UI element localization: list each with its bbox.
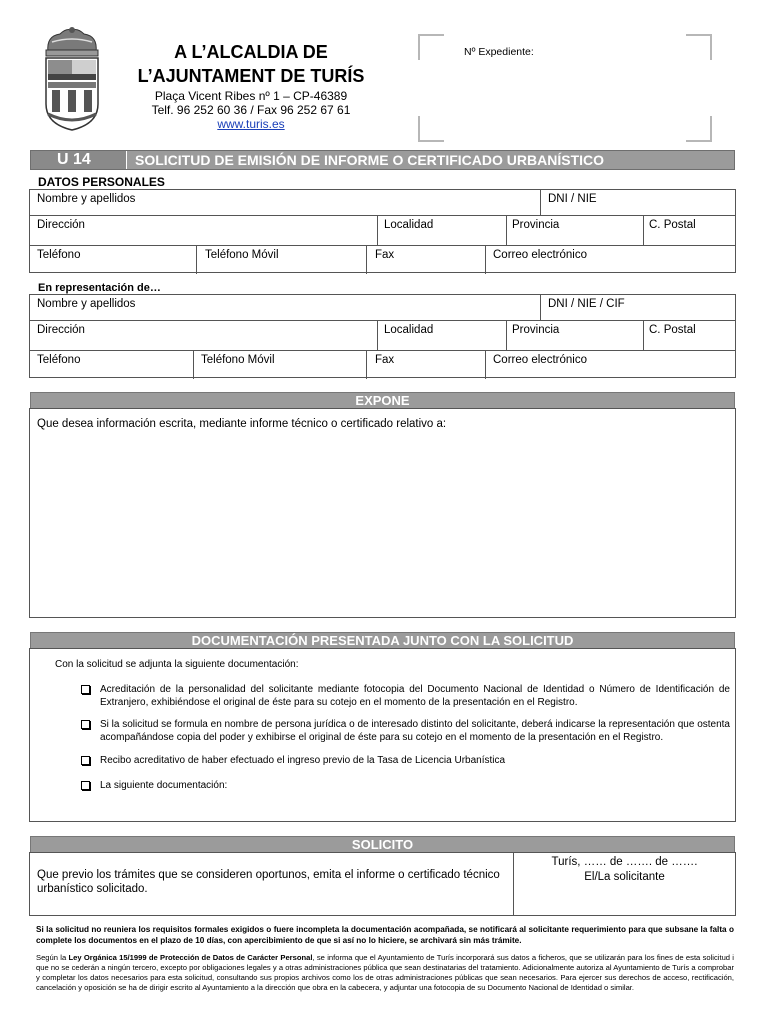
rep-nombre-field[interactable]: Nombre y apellidos (37, 298, 136, 310)
doc-item-text: Acreditación de la personalidad del solicitante mediante fotocopia del Documento Nacional de Identidad o Número de Identificación de Extranjero, exhibiéndose el original de éste para su cotejo en el momento de la presentación en el Registro. (100, 684, 730, 708)
provincia-field[interactable]: Provincia (512, 219, 560, 231)
representacion-table (29, 294, 736, 378)
expone-text: Que desea información escrita, mediante informe técnico o certificado relativo a: (37, 418, 447, 430)
cpostal-field[interactable]: C. Postal (649, 219, 696, 231)
rep-cpostal-field[interactable]: C. Postal (649, 324, 696, 336)
header-website-wrap (120, 117, 382, 132)
solicito-box (29, 852, 736, 916)
doc-item-recibo (70, 754, 730, 767)
dni-field[interactable]: DNI / NIE (548, 193, 597, 205)
expediente-box[interactable] (418, 34, 712, 142)
website-link[interactable]: www.turis.es (217, 117, 285, 131)
footer-warning: Si la solicitud no reuniera los requisitos formales exigidos o fuere incompleta la documentación acompañada, se notificará al solicitante requerimiento para que subsane la falta o complete los documentos en el plazo de 10 días, con apercibimiento de que si así no lo hiciere, se archivará sin más trámite. (36, 925, 734, 945)
header-address: Plaça Vicent Ribes nº 1 – CP-46389 (154, 89, 348, 103)
localidad-field[interactable]: Localidad (384, 219, 434, 231)
doc-item-text: Si la solicitud se formula en nombre de persona jurídica o de interesado distinto del solicitante, deberá indicarse la representación que ostenta acompañándose copia del poder y exhibirse el original de éste para su cotejo en el momento de la presentación en el Registro. (100, 719, 730, 743)
rep-provincia-field[interactable]: Provincia (512, 324, 560, 336)
checkbox[interactable] (81, 685, 90, 694)
solicito-text: Que previo los trámites que se consideren oportunos, emita el informe o certificado técnico urbanístico solicitado. (37, 869, 500, 895)
header-phone: Telf. 96 252 60 36 / Fax 96 252 67 61 (151, 103, 351, 117)
solicito-place-date[interactable]: Turís, …… de ……. de ……. (551, 856, 698, 868)
doc-item-otra (70, 779, 730, 792)
rep-movil-field[interactable]: Teléfono Móvil (201, 354, 275, 366)
datos-personales-table (29, 189, 736, 273)
direccion-field[interactable]: Dirección (37, 219, 85, 231)
rep-correo-field[interactable]: Correo electrónico (493, 354, 587, 366)
footer-privacy: Según la Ley Orgánica 15/1999 de Protección de Datos de Carácter Personal, se informa que el Ayuntamiento de Turís incorporará sus datos a ficheros, que se utilizarán para los fines de esta solicitud i que no se cederán a ningún tercero, excepto por obligaciones legales y a otras administraciones pública que sean destinatarias del tratamiento. Adicionalmente autoriza al Ayuntamiento de Turís a comprobar y completar los datos necesarios para esta solicitud, consultando sus propios archivos como los de otras administraciones públicas que sean necesarios. Para ejercer sus derechos de acceso, rectificación, cancelación y oposición se ha de dirigir escrito al Ayuntamiento a la dirección que obra en la cabecera, y adjuntar una fotocopia de su Documento Nacional de Identidad o similar. (36, 953, 734, 992)
datos-personales-heading: DATOS PERSONALES (38, 175, 165, 189)
solicito-signer[interactable]: El/La solicitante (584, 871, 665, 883)
movil-field[interactable]: Teléfono Móvil (205, 249, 279, 261)
expone-textarea[interactable] (29, 408, 736, 618)
doc-item-text: La siguiente documentación: (100, 780, 228, 791)
expediente-label: Nº Expediente: (464, 46, 534, 58)
municipal-crest-icon (38, 26, 106, 132)
correo-field[interactable]: Correo electrónico (493, 249, 587, 261)
form-code: U 14 (31, 151, 127, 169)
documentacion-heading: DOCUMENTACIÓN PRESENTADA JUNTO CON LA SOLICITUD (30, 632, 735, 649)
solicito-heading: SOLICITO (30, 836, 735, 853)
representacion-heading: En representación de… (38, 282, 161, 294)
rep-localidad-field[interactable]: Localidad (384, 324, 434, 336)
rep-direccion-field[interactable]: Dirección (37, 324, 85, 336)
doc-item-representacion (70, 718, 730, 744)
checkbox[interactable] (81, 756, 90, 765)
nombre-field[interactable]: Nombre y apellidos (37, 193, 136, 205)
documentacion-intro: Con la solicitud se adjunta la siguiente documentación: (55, 659, 299, 670)
rep-fax-field[interactable]: Fax (375, 354, 395, 366)
rep-dni-field[interactable]: DNI / NIE / CIF (548, 298, 625, 310)
header-title-line2: L’AJUNTAMENT DE TURÍS (137, 66, 365, 86)
doc-item-text: Recibo acreditativo de haber efectuado el ingreso previo de la Tasa de Licencia Urbanística (100, 755, 506, 766)
checkbox[interactable] (81, 720, 90, 729)
form-title: SOLICITUD DE EMISIÓN DE INFORME O CERTIFICADO URBANÍSTICO (135, 152, 605, 168)
fax-field[interactable]: Fax (375, 249, 395, 261)
telefono-field[interactable]: Teléfono (37, 249, 81, 261)
expone-heading: EXPONE (30, 392, 735, 409)
checkbox[interactable] (81, 781, 90, 790)
rep-telefono-field[interactable]: Teléfono (37, 354, 81, 366)
form-title-bar (30, 150, 735, 170)
doc-item-identidad (70, 683, 730, 709)
header-title-line1: A L’ALCALDIA DE (174, 42, 328, 62)
